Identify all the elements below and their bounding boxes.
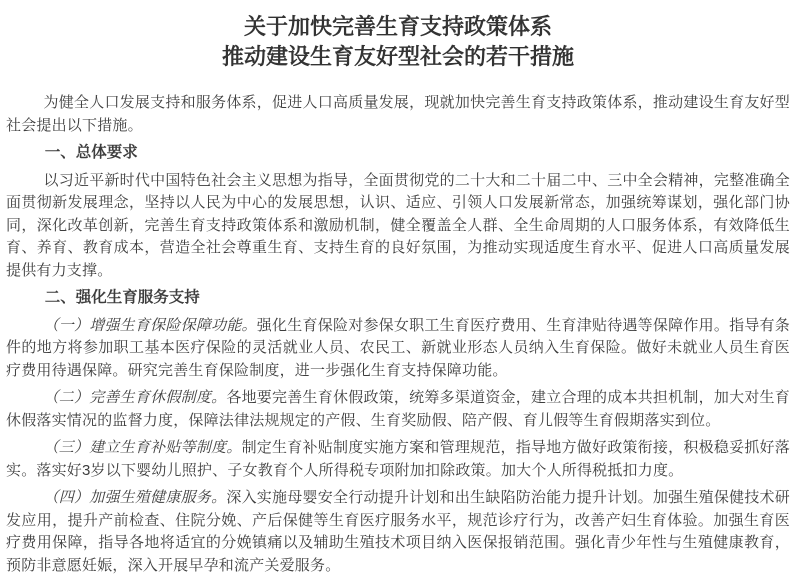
- policy-item-3-body: 制定生育补贴制度实施方案和管理规范，指导地方做好政策衔接，积极稳妥抓好落实。落实好3岁以下婴幼儿照护、子女教育个人所得税专项附加扣除政策。加大个人所得税抵扣力度。: [6, 439, 790, 479]
- section-heading-birth-service-support: 二、强化生育服务支持: [44, 289, 200, 306]
- policy-item-2-body: 各地要完善生育休假政策，统筹多渠道资金，建立合理的成本共担机制，加大对生育休假落实情况的监督力度，保障法律法规规定的产假、生育奖励假、陪产假、育儿假等生育假期落实到位。: [6, 389, 790, 429]
- section-heading-general-requirements: 一、总体要求: [44, 144, 138, 161]
- policy-item-1: [6, 315, 790, 383]
- document-title-line2: 推动建设生育友好型社会的若干措施: [221, 44, 574, 69]
- intro-paragraph: 为健全人口发展支持和服务体系，促进人口高质量发展，现就加快完善生育支持政策体系，推动建设生育友好型社会提出以下措施。: [6, 94, 790, 134]
- policy-item-3-lead: （三）建立生育补贴等制度。: [43, 439, 242, 456]
- policy-item-1-lead: （一）增强生育保险保障功能。: [43, 316, 257, 334]
- policy-item-2-lead: （二）完善生育休假制度。: [43, 389, 227, 406]
- policy-item-2: [6, 387, 790, 432]
- policy-item-3: [6, 437, 790, 482]
- policy-item-4: [6, 487, 790, 577]
- document-title-line1: 关于加快完善生育支持政策体系: [243, 14, 552, 39]
- policy-item-4-lead: （四）加强生殖健康服务。: [43, 489, 227, 506]
- general-requirements-paragraph: 以习近平新时代中国特色社会主义思想为指导，全面贯彻党的二十大和二十届二中、三中全会精神，完整准确全面贯彻新发展理念，坚持以人民为中心的发展思想，认识、适应、引领人口发展新常态，加强统筹谋划，强化部门协同，深化改革创新，完善生育支持政策体系和激励机制，健全覆盖全人群、全生命周期的人口服务体系，有效降低生育、养育、教育成本，营造全社会尊重生育、支持生育的良好氛围，为推动实现适度生育水平、促进人口高质量发展提供有力支撑。: [6, 171, 790, 279]
- document-title: [6, 12, 790, 72]
- policy-item-1-body: 强化生育保险对参保女职工生育医疗费用、生育津贴待遇等保障作用。指导有条件的地方将参加职工基本医疗保险的灵活就业人员、农民工、新就业形态人员纳入生育保险。做好未就业人员生育医疗费用待遇保障。研究完善生育保险制度，进一步强化生育支持保障功能。: [6, 316, 790, 379]
- policy-item-4-body: 深入实施母婴安全行动提升计划和出生缺陷防治能力提升计划。加强生殖保健技术研发应用，提升产前检查、住院分娩、产后保健等生育医疗服务水平，规范诊疗行为，改善产妇生育体验。加强生育医疗费用保障，指导各地将适宜的分娩镇痛以及辅助生殖技术项目纳入医保报销范围。强化青少年性与生殖健康教育，预防非意愿妊娠，深入开展早孕和流产关爱服务。: [6, 489, 790, 574]
